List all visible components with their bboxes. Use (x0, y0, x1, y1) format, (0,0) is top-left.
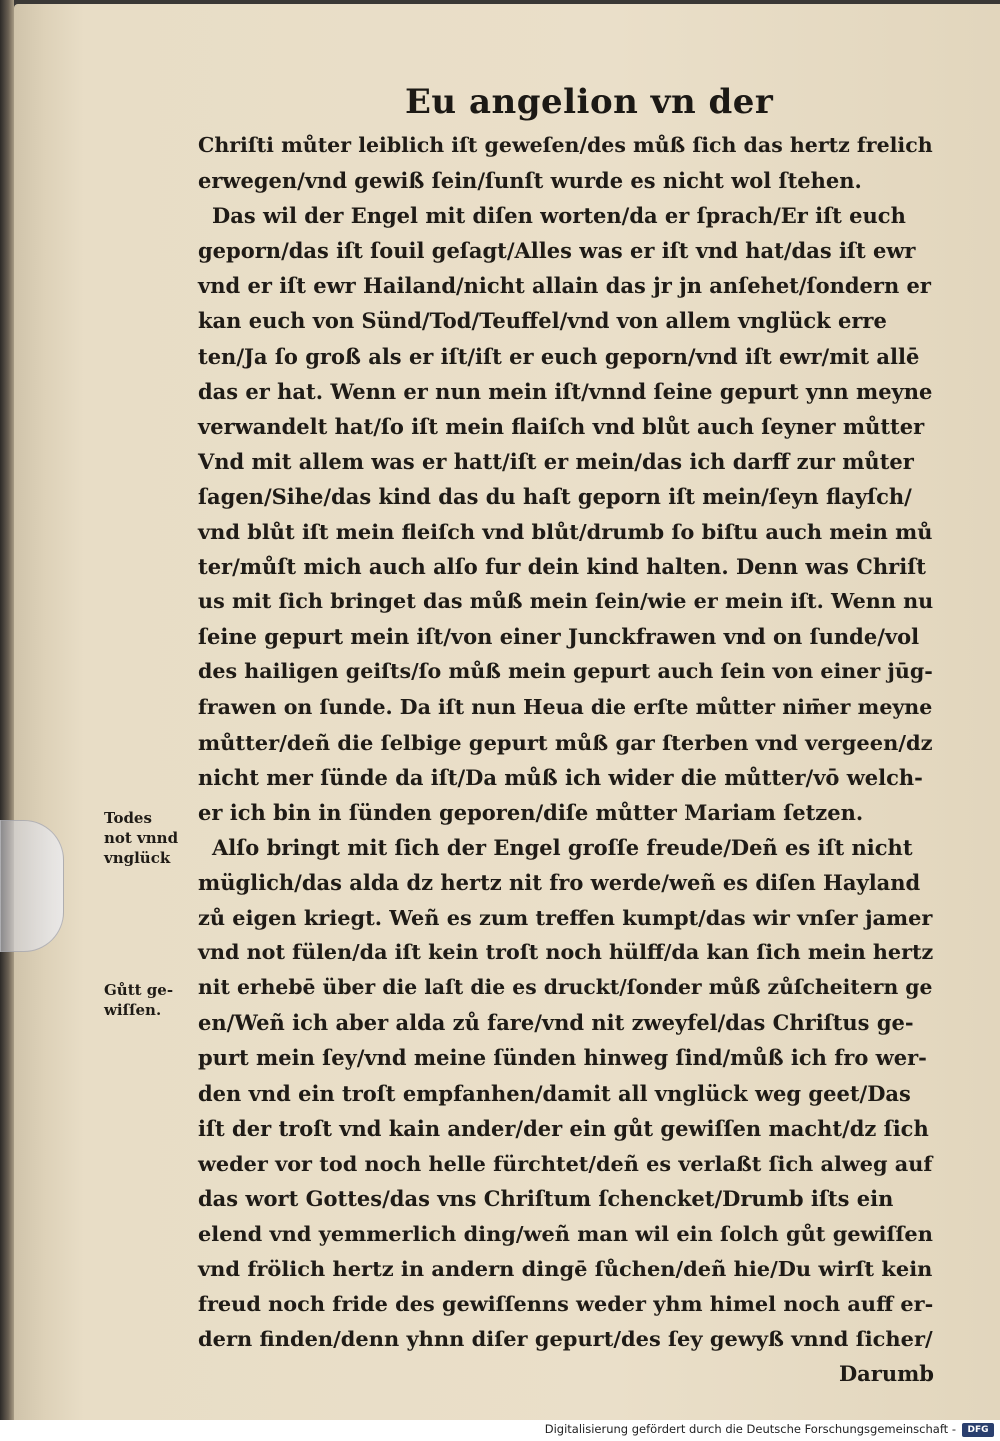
text-line: nit erhebē über die laſt die es druckt/ſonder můß zůſcheitern ge (198, 975, 933, 1000)
funding-notice: Digitalisierung gefördert durch die Deutsche Forschungsgemeinschaft - (544, 1422, 956, 1436)
text-line: müglich/das alda dz hertz nit fro werde/weñ es diſen Hayland (198, 869, 921, 895)
margin-note-line: Gůtt ge- (104, 981, 174, 999)
text-line: frawen on ſunde. Da iſt nun Heua die erſte můtter nim̄er meyne (198, 694, 933, 719)
text-line: vnd blůt iſt mein fleiſch vnd blůt/drumb ſo biſtu auch mein mů (198, 519, 933, 545)
text-line: das wort Gottes/das vns Chriſtum ſchencket/Drumb iſts ein (198, 1185, 894, 1211)
text-line: en/Weñ ich aber alda zů fare/vnd nit zweyfel/das Chriſtus ge- (198, 1010, 914, 1036)
margin-note-line: vnglück (104, 849, 171, 867)
text-line: elend vnd yemmerlich ding/weñ man wil ein ſolch gůt gewiſſen (198, 1220, 933, 1246)
text-line: ter/můſt mich auch alſo fur dein kind halten. Denn was Chriſt (198, 554, 926, 580)
text-line: des hailigen geiſts/ſo můß mein gepurt auch ſein von einer jūg- (198, 659, 933, 684)
margin-note-line: wiſſen. (104, 1001, 162, 1019)
text-line: das er hat. Wenn er nun mein iſt/vnnd ſeine gepurt ynn meyne (198, 378, 933, 404)
text-line: kan euch von Sünd/Tod/Teuffel/vnd von allem vnglück erre (198, 308, 887, 334)
text-line: erwegen/vnd gewiß ſein/ſunſt wurde es nicht wol ſtehen. (198, 168, 862, 194)
text-line: freud noch fride des gewiſſenns weder yhm himel noch auff er- (198, 1291, 934, 1317)
text-line: vnd frölich hertz in andern dingē ſůchen/deñ hie/Du wirſt kein (198, 1256, 933, 1281)
margin-note-todes (104, 808, 194, 868)
text-line: weder vor tod noch helle fürchtet/deñ es verlaßt ſich alweg auf (198, 1150, 933, 1176)
text-line: verwandelt hat/ſo iſt mein flaiſch vnd blůt auch ſeyner můtter (198, 413, 925, 439)
book-page-edges (0, 0, 14, 1420)
text-line: ſeine gepurt mein iſt/von einer Junckfrawen vnd on ſunde/vol (198, 624, 920, 650)
text-line: den vnd ein troſt empfanhen/damit all vnglück weg geet/Das (198, 1080, 911, 1106)
text-line: nicht mer ſünde da iſt/Da můß ich wider die můtter/vō welch- (198, 764, 923, 790)
text-line: Vnd mit allem was er hatt/iſt er mein/das ich darff zur můter (198, 448, 914, 474)
text-line: er ich bin in ſünden geporen/diſe můtter Mariam ſetzen. (198, 799, 864, 825)
text-line: us mit ſich bringet das můß mein ſein/wie er mein iſt. Wenn nu (198, 589, 934, 614)
body-text (198, 128, 938, 1391)
text-line: zů eigen kriegt. Weñ es zum treffen kumpt/das wir vnſer jamer (198, 905, 933, 931)
margin-note-line: Todes (104, 809, 152, 827)
margin-note-line: not vnnd (104, 829, 179, 847)
text-line: ſagen/Sihe/das kind das du haſt geporn iſt mein/ſeyn flayſch/ (198, 483, 912, 509)
text-line: purt mein ſey/vnd meine ſünden hinweg ſind/můß ich fro wer- (198, 1045, 927, 1071)
footer-bar (0, 1420, 1000, 1441)
text-line: vnd er iſt ewr Hailand/nicht allain das jr jn anſehet/ſondern er (198, 273, 931, 299)
page-clip (0, 820, 64, 952)
text-line: geporn/das iſt ſouil geſagt/Alles was er iſt vnd hat/das iſt ewr (198, 238, 916, 264)
running-head: Eu angelion vn der (405, 82, 774, 122)
margin-note-gewissen (104, 980, 194, 1020)
text-line: iſt der troſt vnd kain ander/der ein gůt gewiſſen macht/dz ſich (198, 1115, 929, 1141)
text-line: Chriſti můter leiblich iſt geweſen/des můß ſich das hertz frelich (198, 133, 933, 157)
dfg-logo: DFG (962, 1423, 994, 1437)
text-line: Das wil der Engel mit diſen worten/da er ſprach/Er iſt euch (212, 203, 906, 229)
text-line: Alſo bringt mit ſich der Engel groſſe freude/Deñ es iſt nicht (212, 834, 913, 860)
text-line: můtter/deñ die ſelbige gepurt můß gar ſterben vnd vergeen/dz (198, 729, 933, 755)
text-line: dern finden/denn yhnn diſer gepurt/des ſey gewyß vnnd ſicher/ (198, 1326, 933, 1352)
text-line: vnd not fülen/da iſt kein troſt noch hülff/da kan ſich mein hertz (198, 940, 934, 965)
text-line: ten/Ja ſo groß als er iſt/iſt er euch geporn/vnd iſt ewr/mit allē (198, 343, 920, 369)
text-line: Darumb (838, 1361, 934, 1387)
